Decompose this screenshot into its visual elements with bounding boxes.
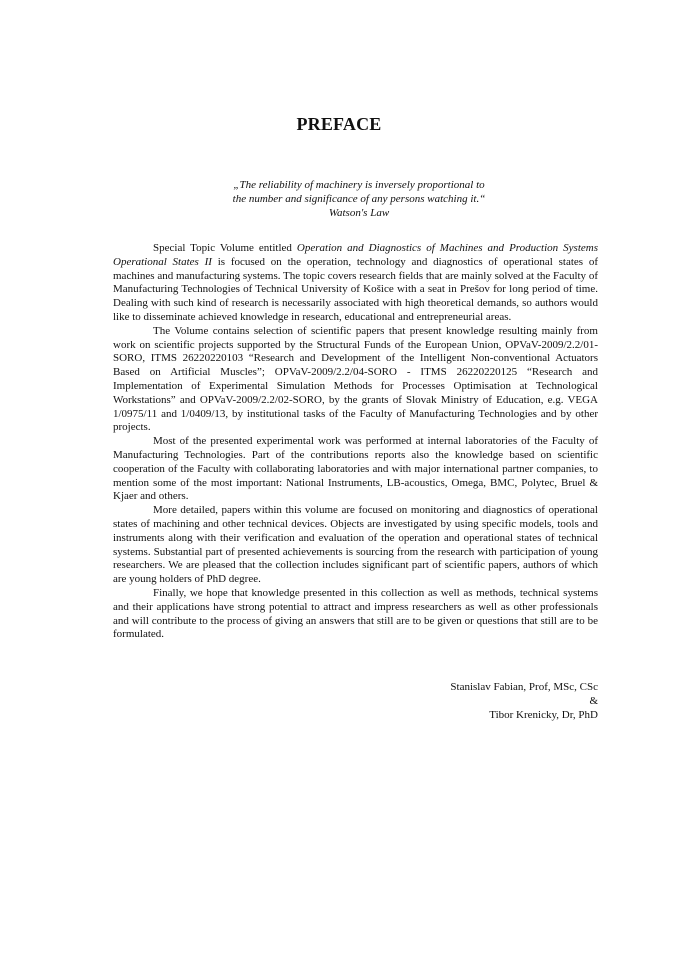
- paragraph-3: Most of the presented experimental work was performed at internal laboratories of the Faculty of Manufacturing Technologies. Part of the contributions reports also the knowledge based on scientific cooperation of the Faculty with collaborating laboratories and with major international partner companies, to mention some of the most important: National Instruments, LB-acoustics, Omega, BMC, Polytec, Bruel & Kjaer and others.: [113, 435, 598, 503]
- quote-line-1: „The reliability of machinery is inversely proportional to: [233, 179, 485, 191]
- paragraph-2: The Volume contains selection of scientific papers that present knowledge resulting mainly from work on scientific projects supported by the Structural Funds of the European Union, OPVaV-2009/2.2/01-SORO, ITMS 26220220103 “Research and Development of the Intelligent Non-conventional Actuators Based on Artificial Muscles”; OPVaV-2009/2.2/04-SORO - ITMS 26220220125 “Research and Implementation of Experimental Simulation Methods for Processes Optimisation at Technological Workstations” and OPVaV-2009/2.2/02-SORO, by the grants of Slovak Ministry of Education, e.g. VEGA 1/0975/11 and 1/0409/13, by institutional tasks of the Faculty of Manufacturing Technologies and by other projects.: [113, 324, 598, 434]
- paragraph-1-intro: Special Topic Volume entitled: [153, 242, 297, 254]
- signature-block: [298, 680, 598, 722]
- epigraph-quote: [213, 178, 505, 220]
- paragraph-5: Finally, we hope that knowledge presented in this collection as well as methods, technical systems and their applications have strong potential to attract and impress researchers as well as other professionals and will contribute to the process of giving an answers that still are to be given or questions that still are to be formulated.: [113, 586, 598, 641]
- paragraph-4: More detailed, papers within this volume are focused on monitoring and diagnostics of operational states of machining and other technical devices. Objects are investigated by using specific models, tools and instruments along with their verification and evaluation of the operation and operational states of technical systems. Substantial part of presented achievements is sourcing from the research with participation of young researchers. We are pleased that the collection includes significant part of scientific papers, authors of which are young holders of PhD degree.: [113, 504, 598, 586]
- volume-title: Operation and Diagnostics of Machines and Production Systems Operational States II: [113, 242, 598, 268]
- paragraph-1-rest: is focused on the operation, technology and diagnostics of operational states of machines and manufacturing systems. The topic covers research fields that are mainly solved at the Faculty of Manufacturing Technologies of Technical University of Košice with a seat in Prešov for long period of time. Dealing with such kind of research is necessarily associated with high theoretical demands, so authors would like to disseminate achieved knowledge in research, educational and entrepreneurial areas.: [113, 255, 598, 323]
- preface-body: [113, 242, 598, 642]
- page-title: PREFACE: [296, 114, 382, 134]
- author-2: Tibor Krenicky, Dr, PhD: [489, 709, 598, 721]
- quote-line-2: the number and significance of any persons watching it.“: [232, 193, 486, 205]
- author-separator: &: [589, 695, 598, 707]
- author-1: Stanislav Fabian, Prof, MSc, CSc: [450, 681, 598, 693]
- paragraph-1: [113, 242, 598, 325]
- quote-attribution: Watson's Law: [328, 207, 390, 219]
